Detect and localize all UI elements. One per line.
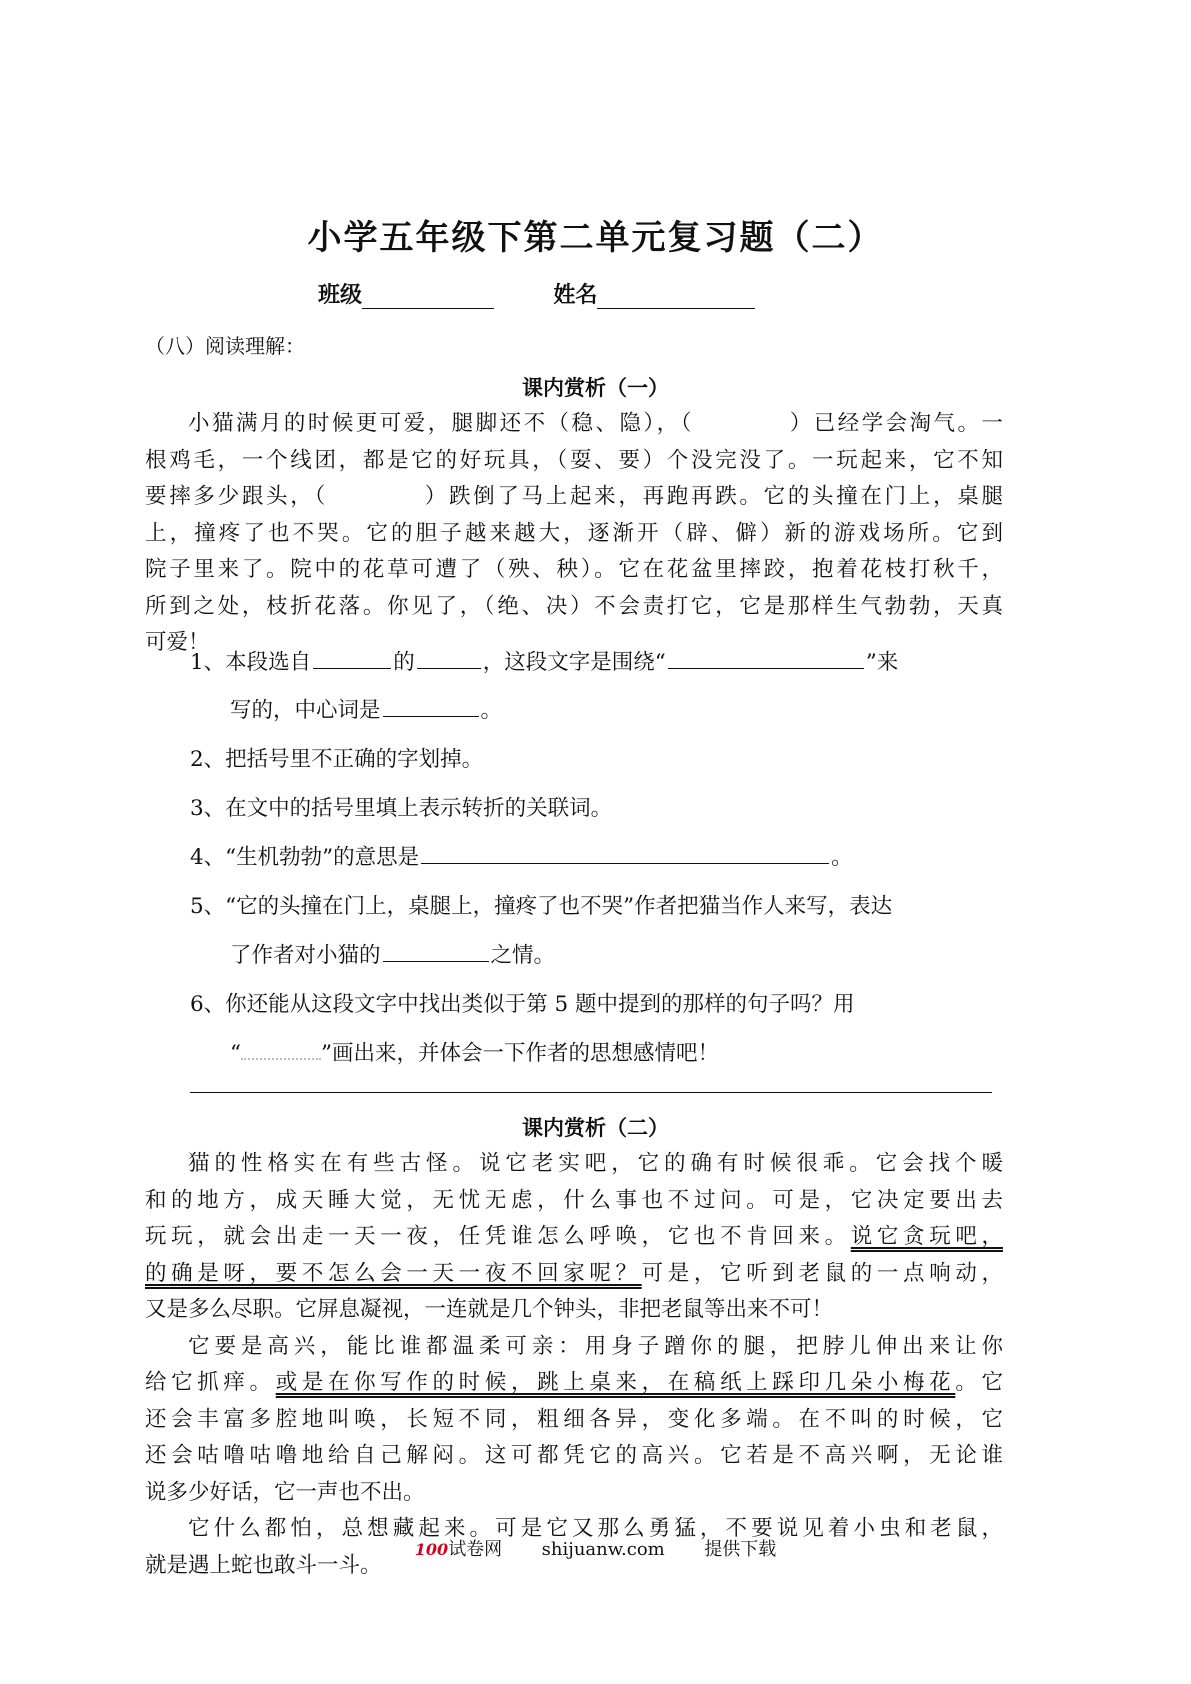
q1-blank-keyword[interactable] <box>383 694 479 717</box>
passage2-line: 它什么都怕，总想藏起来。可是它又那么勇猛，不要说见着小虫和老鼠， <box>188 1516 1003 1541</box>
underlined-sentence: 或是在你写作的时候，跳上桌来，在稿纸上踩印几朵小梅花 <box>275 1370 956 1395</box>
question-1-cont <box>230 693 502 724</box>
passage2-heading: 课内赏析（二） <box>522 1116 669 1140</box>
passage1-text <box>145 406 1003 662</box>
name-label: 姓名 <box>553 283 598 308</box>
q1-text: 写的，中心词是 <box>230 698 381 723</box>
q6-text: “ <box>230 1041 241 1066</box>
passage2-line <box>145 1219 1003 1256</box>
passage1-line: 所到之处，枝折花落。你见了，（绝、决）不会责打它，它是那样生气勃勃，天真 <box>145 593 1003 619</box>
q1-text: ”来 <box>865 650 899 675</box>
passage1-line: 上，撞疼了也不哭。它的胆子越来越大，逐渐开（辟、僻）新的游戏场所。它到 <box>145 520 1003 546</box>
q1-blank-title[interactable] <box>417 646 481 669</box>
passage2-line: 还会咕噜咕噜地给自己解闷。这可都凭它的高兴。它若是不高兴啊，无论谁 <box>145 1443 1003 1468</box>
q4-text: 。 <box>831 845 853 870</box>
passage2-line: 它要是高兴，能比谁都温柔可亲：用身子蹭你的腿，把脖儿伸出来让你 <box>188 1333 1003 1359</box>
page-title: 小学五年级下第二单元复习题（二） <box>307 218 884 258</box>
question-2: 2、把括号里不正确的字划掉。 <box>190 747 484 772</box>
question-3: 3、在文中的括号里填上表示转折的关联词。 <box>190 796 613 821</box>
q1-text: 1、本段选自 <box>190 650 312 675</box>
q4-blank[interactable] <box>421 841 829 864</box>
q5-text: 了作者对小猫的 <box>230 943 381 968</box>
passage1-heading: 课内赏析（一） <box>522 376 669 400</box>
question-4 <box>190 840 1002 871</box>
q1-text: 。 <box>480 698 503 723</box>
question-5-cont <box>230 938 555 969</box>
q6-text: ”画出来，并体会一下作者的思想感情吧！ <box>321 1041 719 1066</box>
q1-blank-source[interactable] <box>313 646 391 669</box>
footer <box>0 1535 1191 1561</box>
answer-line[interactable] <box>190 1092 992 1093</box>
passage1-line: 可爱！ <box>145 630 210 655</box>
class-field[interactable] <box>362 286 494 309</box>
site-domain[interactable]: shijuanw.com <box>541 1539 665 1560</box>
footer-tagline: 提供下载 <box>704 1539 777 1560</box>
question-5: 5、“它的头撞在门上，桌腿上，撞疼了也不哭”作者把猫当作人来写，表达 <box>190 894 893 919</box>
passage2-line: 说多少好话，它一声也不出。 <box>145 1479 425 1505</box>
passage1-line: 小猫满月的时候更可爱，腿脚还不（稳、隐），（ ）已经学会淘气。一 <box>188 411 1003 436</box>
passage2-line: 就是遇上蛇也敢斗一斗。 <box>145 1552 382 1578</box>
name-field[interactable] <box>597 286 755 309</box>
q5-blank[interactable] <box>383 939 489 962</box>
passage2-text-run: 给它抓痒。 <box>145 1370 276 1395</box>
passage2-text-run: 可是，它听到老鼠的一点响动， <box>641 1260 1003 1286</box>
q4-text: 4、“生机勃勃”的意思是 <box>190 845 420 870</box>
passage2-line <box>145 1256 1003 1293</box>
question-6: 6、你还能从这段文字中找出类似于第 5 题中提到的那样的句子吗？用 <box>190 992 855 1017</box>
wavy-line-sample <box>241 1040 321 1060</box>
site-name: 试卷网 <box>448 1539 503 1560</box>
class-label: 班级 <box>318 283 363 308</box>
underlined-sentence: 说它贪玩吧， <box>850 1224 1003 1249</box>
q1-text: 的 <box>393 650 415 675</box>
passage1-line: 根鸡毛，一个线团，都是它的好玩具，（耍、要）个没完没了。一玩起来，它不知 <box>145 447 1003 473</box>
passage2-line: 和的地方，成天睡大觉，无忧无虑，什么事也不过问。可是，它决定要出去 <box>145 1187 1003 1213</box>
question-1 <box>190 645 1002 676</box>
q1-blank-focus[interactable] <box>668 646 864 669</box>
q5-text: 之情。 <box>490 943 556 968</box>
underlined-sentence: 的确是呀，要不怎么会一天一夜不回家呢？ <box>145 1260 642 1286</box>
passage2-text-run: 玩玩，就会出走一天一夜，任凭谁怎么呼唤，它也不肯回来。 <box>145 1224 851 1249</box>
q1-text: ，这段文字是围绕“ <box>482 650 666 675</box>
passage2-text-run: 。它 <box>955 1370 1003 1395</box>
passage2-line: 还会丰富多腔地叫唤，长短不同，粗细各异，变化多端。在不叫的时候，它 <box>145 1406 1003 1432</box>
passage2-line: 猫的性格实在有些古怪。说它老实吧，它的确有时候很乖。它会找个暖 <box>188 1151 1003 1176</box>
passage2-line: 又是多么尽职。它屏息凝视，一连就是几个钟头，非把老鼠等出来不可！ <box>145 1297 834 1322</box>
passage2-text <box>145 1146 1003 1584</box>
passage2-line <box>145 1365 1003 1402</box>
site-logo: 100 <box>414 1540 449 1559</box>
student-info <box>318 278 755 309</box>
passage1-line: 院子里来了。院中的花草可遭了（殃、秧）。它在花盆里摔跤，抱着花枝打秋千， <box>145 557 1003 582</box>
passage1-line: 要摔多少跟头，（ ）跌倒了马上起来，再跑再跌。它的头撞在门上，桌腿 <box>145 484 1003 509</box>
question-6-cont <box>230 1036 719 1067</box>
section-label: （八）阅读理解： <box>145 334 305 358</box>
